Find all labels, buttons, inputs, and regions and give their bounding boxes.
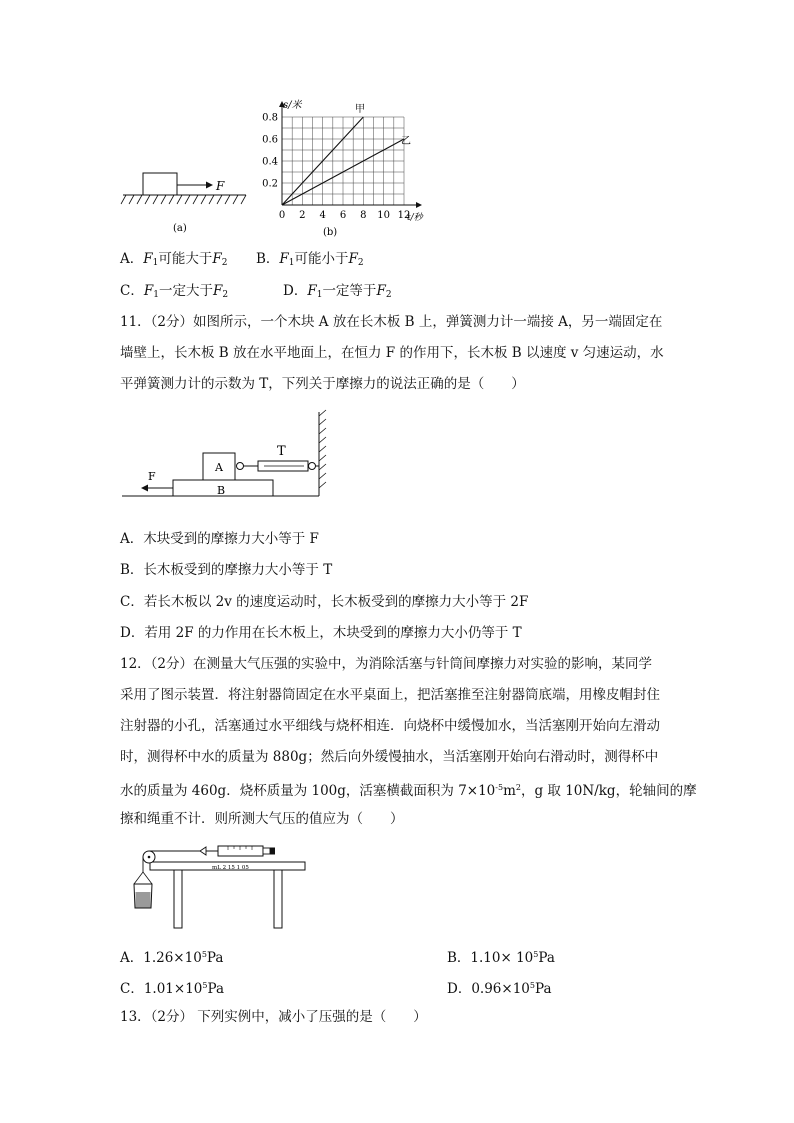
q12-stem-line-1: 12．（2分）在测量大气压强的实验中，为消除活塞与针筒间摩擦力对实验的影响，某同学 bbox=[120, 656, 653, 672]
q12-option-b[interactable]: B．$1.10\times 10^5Pa$ bbox=[447, 950, 555, 966]
q12-option-c[interactable]: C．$1.01\times 10^5Pa$ bbox=[120, 981, 225, 997]
force-label: F bbox=[216, 179, 225, 193]
q10-option-d[interactable]: D．$F_1$一定等于$F_2$ bbox=[283, 283, 392, 300]
q11-stem-line-3: 平弹簧测力计的示数为 T，下列关于摩擦力的说法正确的是（ ） bbox=[120, 376, 525, 392]
q12-option-a[interactable]: A．$1.26\times 10^5Pa$ bbox=[120, 950, 224, 966]
bucket-handle-left bbox=[134, 872, 143, 884]
x-tick-label: 4 bbox=[319, 210, 326, 221]
x-tick-label: 8 bbox=[360, 210, 367, 221]
force-f-arrowhead bbox=[141, 485, 148, 492]
syringe-scale-label: mL 2 15 1 05 bbox=[212, 865, 249, 871]
y-axis-label: s/米 bbox=[283, 100, 302, 111]
series-label-yi: 乙 bbox=[401, 136, 411, 147]
q12-stem-line-2: 采用了图示装置．将注射器筒固定在水平桌面上，把活塞推至注射器筒底端，用橡皮帽封住 bbox=[120, 687, 660, 703]
q11-option-c[interactable]: C．若长木板以 2v 的速度运动时，长木板受到的摩擦力大小等于 2F bbox=[120, 594, 529, 610]
q11-option-a[interactable]: A．木块受到的摩擦力大小等于 F bbox=[120, 531, 319, 547]
q10-option-c[interactable]: C．$F_1$一定大于$F_2$ bbox=[120, 283, 229, 300]
bucket-handle-right bbox=[143, 872, 152, 884]
x-tick-label: 10 bbox=[377, 210, 391, 221]
chart-grid bbox=[282, 117, 404, 205]
y-tick-label: 0.4 bbox=[262, 156, 278, 168]
figure-a-caption: (a) bbox=[173, 223, 187, 234]
y-tick-label: 0.2 bbox=[262, 178, 278, 190]
q12-stem-line-3: 注射器的小孔，活塞通过水平细线与烧杯相连．向烧杯中缓慢加水，当活塞刚开始向左滑动 bbox=[120, 718, 660, 734]
q10-option-b[interactable]: B．$F_1$可能小于$F_2$ bbox=[256, 251, 364, 268]
hook-a bbox=[237, 463, 244, 470]
block bbox=[143, 173, 177, 195]
q11-stem-line-1: 11．（2分）如图所示，一个木块 A 放在长木板 B 上，弹簧测力计一端接 A，另一端固定在 bbox=[120, 314, 663, 330]
y-tick-label: 0.6 bbox=[262, 134, 278, 146]
table-leg-right bbox=[274, 870, 282, 928]
figure-q11 bbox=[118, 408, 338, 504]
y-tick-label: 0.8 bbox=[262, 112, 278, 124]
q12-stem-line-4: 时，测得杯中水的质量为 880g；然后向外缓慢抽水，当活塞刚开始向右滑动时，测得杯中 bbox=[120, 749, 659, 765]
q10-option-a[interactable]: A．$F_1$可能大于$F_2$ bbox=[120, 251, 228, 268]
figure-a bbox=[118, 165, 253, 240]
q11-option-b[interactable]: B．长木板受到的摩擦力大小等于 T bbox=[120, 562, 333, 578]
block-a-label: A bbox=[215, 461, 223, 474]
figure-q12 bbox=[128, 840, 313, 932]
syringe-barrel bbox=[218, 846, 263, 856]
x-axis-label: t/秒 bbox=[407, 213, 423, 223]
q12-stem-line-5: 水的质量为 460g．烧杯质量为 100g，活塞横截面积为 $7\times 10^{-5}m^2$，g 取 10N/kg，轮轴间的摩 bbox=[120, 783, 697, 799]
x-tick-label: 0 bbox=[278, 210, 286, 221]
q12-stem-line-6: 擦和绳重不计．则所测大气压的值应为（ ） bbox=[120, 811, 404, 827]
ground-hatching bbox=[121, 195, 246, 204]
figure-b-chart bbox=[255, 92, 435, 240]
rubber-cap bbox=[270, 848, 275, 855]
hook-wall bbox=[309, 463, 316, 470]
x-axis-arrowhead bbox=[416, 202, 422, 208]
table-leg-left bbox=[174, 870, 182, 928]
beaker-water bbox=[136, 892, 151, 908]
wall-hatching bbox=[319, 410, 326, 488]
x-tick-label: 2 bbox=[299, 210, 306, 221]
force-arrowhead bbox=[206, 182, 213, 189]
piston-rod-tip bbox=[200, 847, 206, 855]
q11-option-d[interactable]: D．若用 2F 的力作用在长木板上，木块受到的摩擦力大小仍等于 T bbox=[120, 625, 522, 641]
q11-stem-line-2: 墙壁上，长木板 B 放在水平地面上，在恒力 F 的作用下，长木板 B 以速度 v 匀速运动，水 bbox=[120, 345, 664, 361]
figure-b-caption: (b) bbox=[323, 227, 338, 238]
q13-stem-line-1: 13．（2分） 下列实例中，减小了压强的是（ ） bbox=[120, 1009, 427, 1025]
x-tick-label: 12 bbox=[397, 210, 411, 221]
force-f-label: F bbox=[148, 470, 156, 483]
tension-label: T bbox=[277, 444, 286, 459]
series-label-jia: 甲 bbox=[355, 104, 365, 115]
x-tick-label: 6 bbox=[339, 210, 347, 221]
pulley-axle bbox=[148, 856, 151, 859]
q12-option-d[interactable]: D．$0.96\times 10^5Pa$ bbox=[447, 981, 552, 997]
board-b-label: B bbox=[217, 484, 226, 497]
syringe-nozzle bbox=[263, 848, 270, 854]
